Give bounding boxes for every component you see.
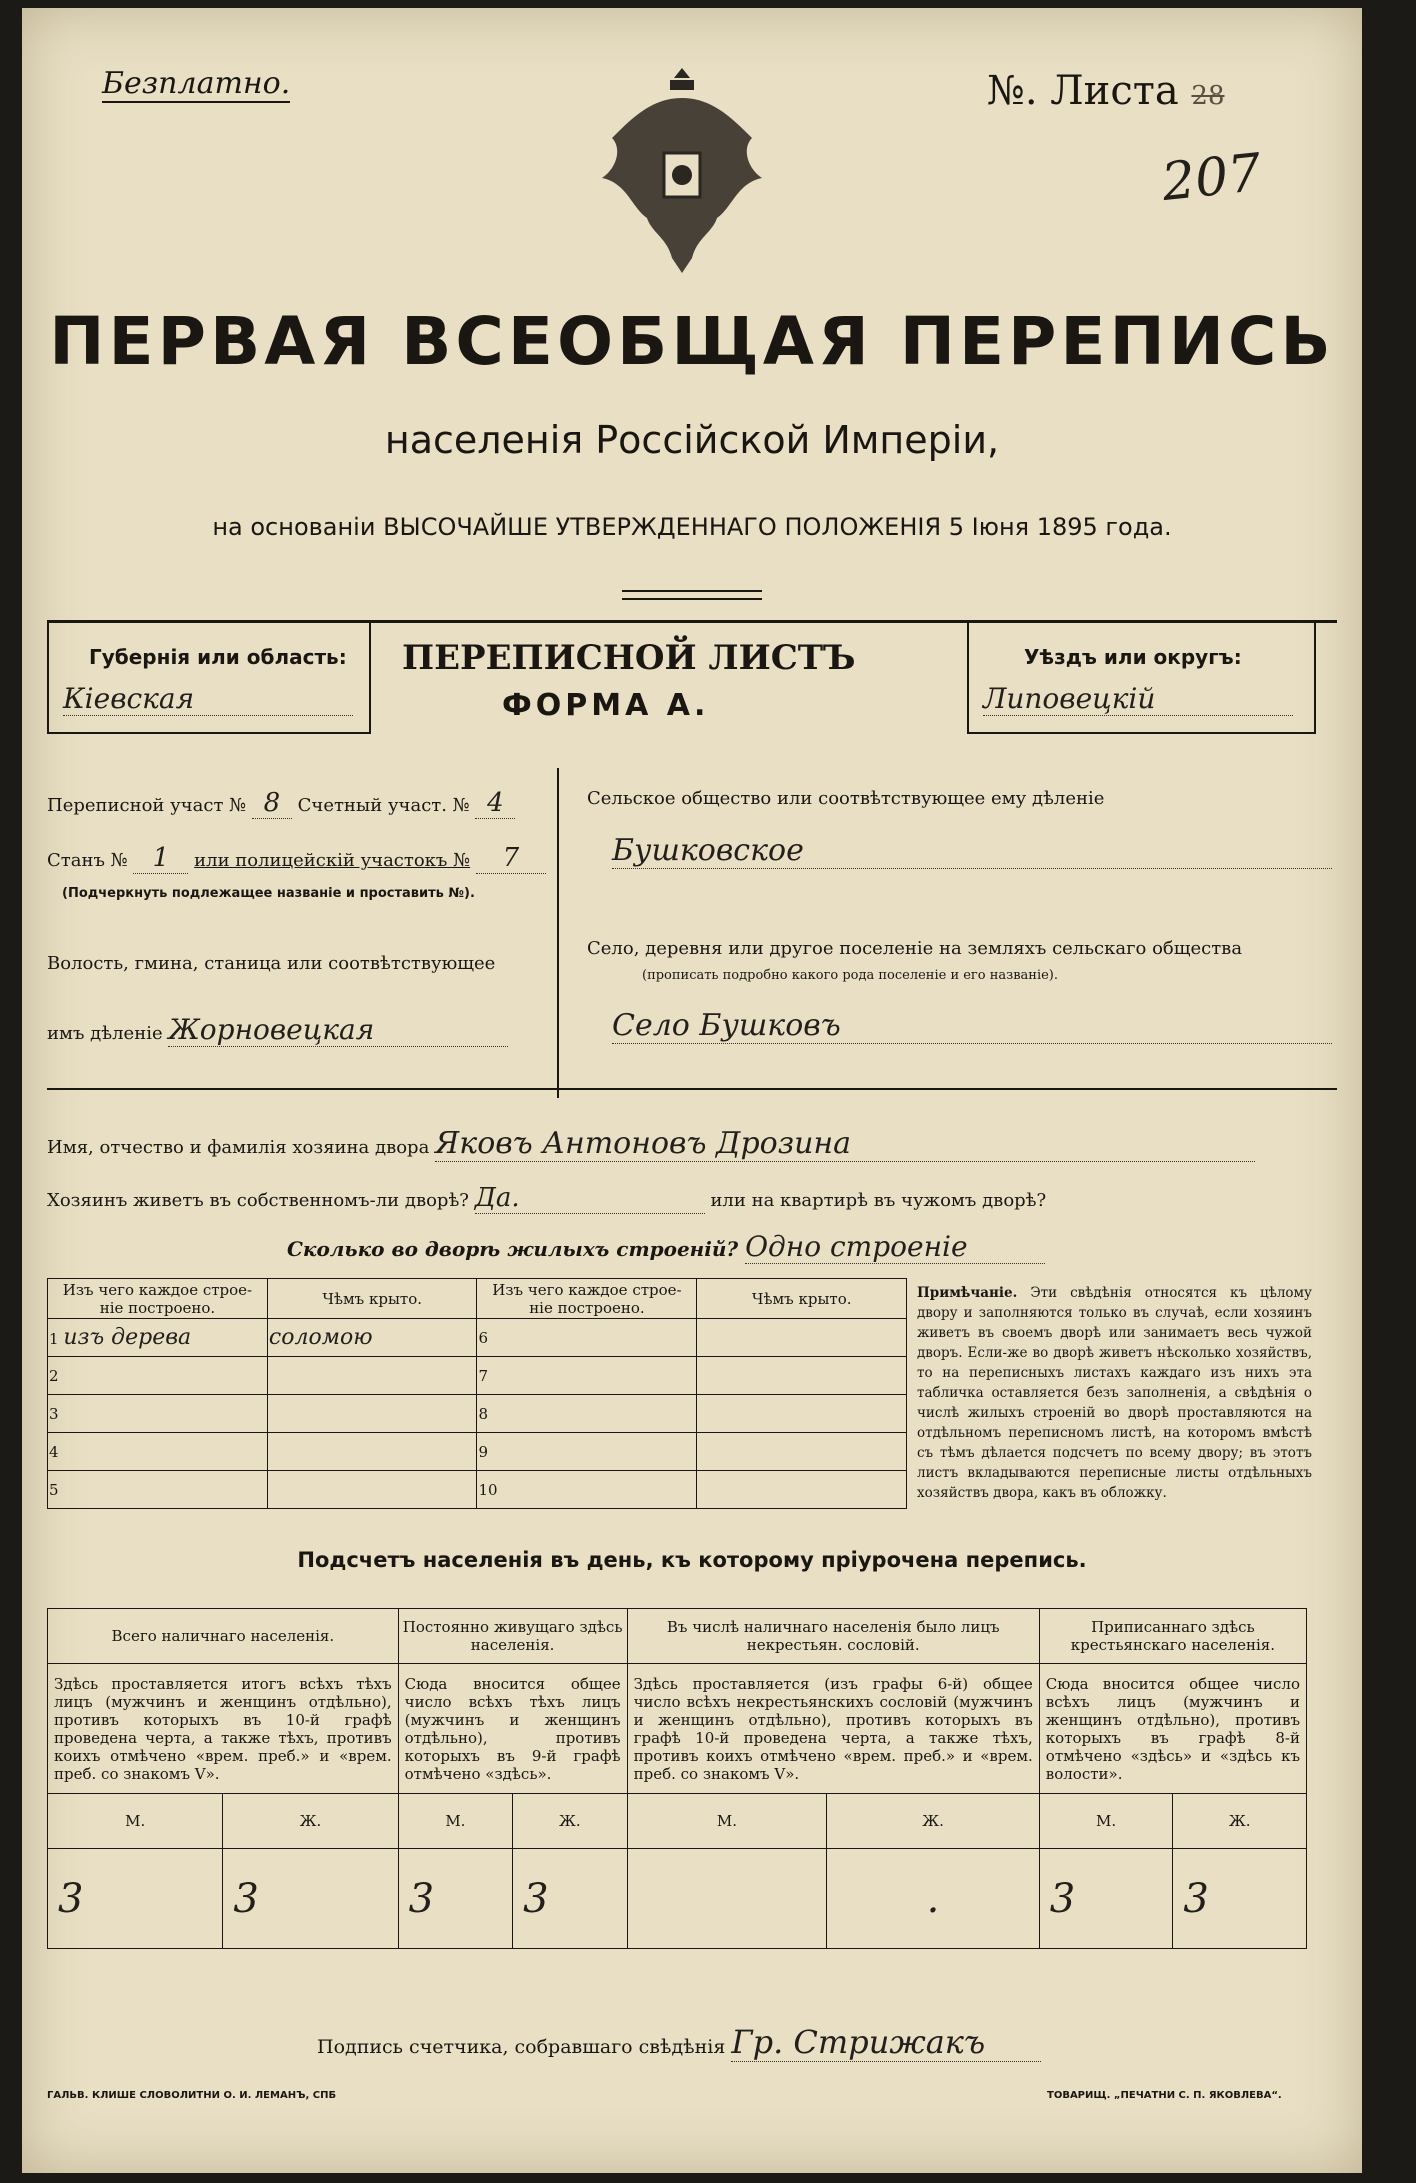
province-box <box>47 620 371 734</box>
district-label: Уѣздъ или округъ: <box>1024 645 1242 669</box>
sheet-number-handwritten: 207 <box>1159 142 1265 214</box>
male-label: М. <box>398 1794 512 1849</box>
group-head: Всего наличнаго населенія. <box>48 1609 399 1664</box>
census-district-row: Переписной участ № 8 Счетный участ. № 4 <box>47 788 515 819</box>
free-label: Безплатно. <box>102 66 291 101</box>
table-row <box>48 1471 907 1509</box>
col-roof-right: Чѣмъ крыто. <box>697 1279 907 1319</box>
village-label: Село, деревня или другое поселеніе на земляхъ сельскаго общества <box>587 938 1243 959</box>
volost-row <box>47 1013 508 1047</box>
census-basis: на основаніи ВЫСОЧАЙШЕ УТВЕРЖДЕННАГО ПОЛОЖЕНІЯ 5 Іюня 1895 года. <box>212 513 1172 541</box>
table-row <box>48 1319 907 1357</box>
row-number: 5 <box>48 1471 268 1509</box>
counting-district-label: Счетный участ. № <box>297 795 470 816</box>
province-label: Губернія или область: <box>89 645 347 669</box>
buildings-value: Одно строеніе <box>745 1230 1045 1264</box>
footer-right: ТОВАРИЩ. „ПЕЧАТНИ С. П. ЯКОВЛЕВА“. <box>1047 2090 1282 2101</box>
buildings-label: Сколько во дворѣ жилыхъ строеній? <box>287 1237 739 1261</box>
police-label: или полицейскій участокъ № <box>194 850 471 871</box>
col-material-left: Изъ чего каждое строе- ніе построено. <box>48 1279 268 1319</box>
counting-district-no: 4 <box>475 788 515 819</box>
census-subtitle: населенія Россійской Имперіи, <box>384 418 1000 462</box>
owner-name-row <box>47 1126 1255 1162</box>
signature-value: Гр. Стрижакъ <box>731 2023 1041 2062</box>
sheet-number-printed: 28 <box>1191 81 1225 111</box>
row-number: 2 <box>48 1357 268 1395</box>
signature-row <box>317 2023 1041 2062</box>
buildings-row <box>287 1230 1045 1264</box>
male-label: М. <box>627 1794 827 1849</box>
row-number: 3 <box>48 1395 268 1433</box>
count-value: 3 <box>513 1849 627 1949</box>
row-number: 6 <box>477 1319 697 1357</box>
count-table <box>47 1608 1307 1949</box>
own-yard-value: Да. <box>475 1183 705 1214</box>
own-yard-row <box>47 1183 1046 1214</box>
stan-no: 1 <box>133 843 188 874</box>
note-head: Примѣчаніе. <box>917 1285 1018 1301</box>
table-row <box>48 1433 907 1471</box>
count-value: 3 <box>398 1849 512 1949</box>
table-row <box>48 1395 907 1433</box>
ornament-divider <box>622 590 762 600</box>
row-number: 10 <box>477 1471 697 1509</box>
fields-divider <box>557 768 559 1098</box>
male-label: М. <box>1039 1794 1173 1849</box>
group-head: Въ числѣ наличнаго населенія было лицъ некрестьян. сословій. <box>627 1609 1039 1664</box>
count-value: 3 <box>1173 1849 1307 1949</box>
rent-label: или на квартирѣ въ чужомъ дворѣ? <box>710 1190 1047 1211</box>
district-value: Липовецкій <box>983 682 1293 716</box>
district-box <box>967 620 1316 734</box>
row-number: 9 <box>477 1433 697 1471</box>
note-block <box>917 1283 1312 1503</box>
count-value: 3 <box>1039 1849 1173 1949</box>
signature-label: Подпись счетчика, собравшаго свѣдѣнія <box>317 2036 726 2058</box>
female-label: Ж. <box>223 1794 398 1849</box>
census-district-label: Переписной участ <box>47 795 224 816</box>
female-label: Ж. <box>827 1794 1040 1849</box>
note-text: Эти свѣдѣнія относятся къ цѣлому двору и заполняются только въ случаѣ, если хозяинъ живетъ въ своемъ дворѣ или занимаетъ весь чужой дворъ. Если-же во дворѣ живетъ нѣсколько хозяйствъ, то на переписныхъ листахъ каждаго изъ нихъ эта табличка оставляется безъ заполненія, а свѣдѣнія о числѣ жилыхъ строеній во дворѣ проставляются на отдѣльномъ переписномъ листѣ, на которомъ вмѣстѣ съ тѣмъ дѣлается подсчетъ по всему двору; въ этотъ листъ вкладываются переписные листы отдѣльныхъ хозяйствъ двора, какъ въ обложку. <box>917 1285 1312 1501</box>
count-value: . <box>827 1849 1040 1949</box>
stan-note: (Подчеркнуть подлежащее названіе и проставить №). <box>62 886 475 901</box>
police-no: 7 <box>476 843 546 874</box>
row-number: 8 <box>477 1395 697 1433</box>
volost-label: Волость, гмина, станица или соотвѣтствующее <box>47 953 496 974</box>
count-title: Подсчетъ населенія въ день, къ которому пріурочена перепись. <box>297 1548 1087 1572</box>
group-desc: Сюда вносится общее число всѣхъ тѣхъ лицъ (мужчинъ и женщинъ отдѣльно), противъ которыхъ въ 9-й графѣ отмѣчено «здѣсь». <box>398 1664 627 1794</box>
volost-value: Жорновецкая <box>168 1013 508 1047</box>
form-name: ФОРМА А. <box>502 688 710 723</box>
female-label: Ж. <box>513 1794 627 1849</box>
table-row <box>48 1357 907 1395</box>
coat-of-arms-icon <box>592 58 772 288</box>
footer-left: ГАЛЬВ. КЛИШЕ СЛОВОЛИТНИ О. И. ЛЕМАНЪ, СПБ <box>47 2090 337 2101</box>
owner-name-label: Имя, отчество и фамилія хозяина двора <box>47 1137 430 1158</box>
census-sheet <box>22 8 1362 2173</box>
row-number: 1 <box>49 1330 59 1348</box>
material-value: изъ дерева <box>63 1325 192 1350</box>
group-desc: Сюда вносится общее число всѣхъ лицъ (мужчинъ и женщинъ отдѣльно), противъ которыхъ въ графѣ 8-й отмѣчено «здѣсь» и «здѣсь къ волости». <box>1039 1664 1306 1794</box>
count-value: 3 <box>48 1849 223 1949</box>
buildings-table <box>47 1278 907 1509</box>
sheet-number-text: №. Листа <box>987 68 1179 114</box>
stan-label: Станъ № <box>47 850 128 871</box>
roof-value: соломою <box>267 1319 477 1357</box>
census-district-no: 8 <box>252 788 292 819</box>
group-desc: Здѣсь проставляется итогъ всѣхъ тѣхъ лицъ (мужчинъ и женщинъ отдѣльно), противъ которыхъ въ 10-й графѣ проведена черта, а также тѣхъ, противъ коихъ отмѣчено «врем. преб.» и «врем. преб. со знакомъ V». <box>48 1664 399 1794</box>
own-yard-label: Хозяинъ живетъ въ собственномъ-ли дворѣ? <box>47 1190 469 1211</box>
volost-label-2: имъ дѣленіе <box>47 1023 163 1044</box>
village-note: (прописать подробно какого рода поселеніе и его названіе). <box>642 968 1058 983</box>
count-value <box>627 1849 827 1949</box>
female-label: Ж. <box>1173 1794 1307 1849</box>
group-head: Приписаннаго здѣсь крестьянскаго населенія. <box>1039 1609 1306 1664</box>
col-material-right: Изъ чего каждое строе- ніе построено. <box>477 1279 697 1319</box>
row-number: 7 <box>477 1357 697 1395</box>
group-desc: Здѣсь проставляется (изъ графы 6-й) общее число всѣхъ некрестьянскихъ сословій (мужчинъ и женщинъ отдѣльно), противъ которыхъ въ графѣ 10-й проведена черта, а также тѣхъ, противъ коихъ отмѣчено «врем. преб.» и «врем. преб. со знакомъ V». <box>627 1664 1039 1794</box>
male-label: М. <box>48 1794 223 1849</box>
count-value: 3 <box>223 1849 398 1949</box>
fields-bottom-rule <box>47 1088 1337 1090</box>
owner-name-value: Яковъ Антоновъ Дрозина <box>435 1126 1255 1162</box>
village-value: Село Бушковъ <box>612 1008 1332 1044</box>
society-value: Бушковское <box>612 833 1332 869</box>
society-label: Сельское общество или соотвѣтствующее ему дѣленіе <box>587 788 1105 809</box>
sheet-title: ПЕРЕПИСНОЙ ЛИСТЪ <box>402 638 856 678</box>
province-value: Кіевская <box>63 682 353 716</box>
col-roof-left: Чѣмъ крыто. <box>267 1279 477 1319</box>
group-head: Постоянно живущаго здѣсь населенія. <box>398 1609 627 1664</box>
row-number: 4 <box>48 1433 268 1471</box>
stan-row <box>47 843 546 874</box>
census-title: ПЕРВАЯ ВСЕОБЩАЯ ПЕРЕПИСЬ <box>49 303 1335 380</box>
sheet-number-label <box>987 68 1225 114</box>
